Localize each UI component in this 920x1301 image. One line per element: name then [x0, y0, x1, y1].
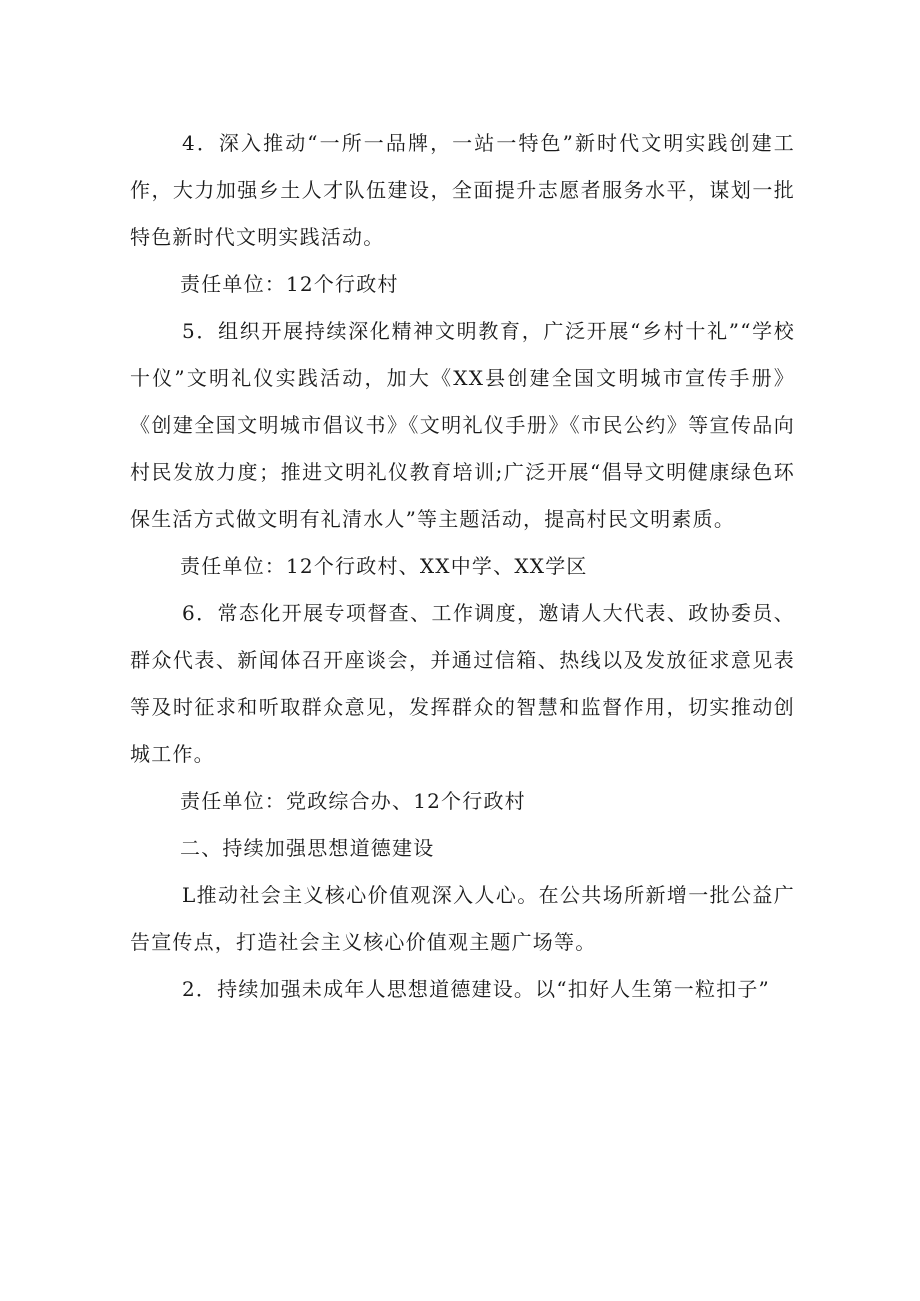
item-5-paragraph: 5．组织开展持续深化精神文明教育，广泛开展“乡村十礼”“学校十仪”文明礼仪实践活动，加大《XX县创建全国文明城市宣传手册》《创建全国文明城市倡议书》《文明礼仪手册》《市民公约》等宣传品向村民发放力度；推进文明礼仪教育培训;广泛开展“倡导文明健康绿色环保生活方式做文明有礼清水人”等主题活动，提高村民文明素质。 — [130, 319, 795, 531]
document-body — [130, 120, 795, 1013]
item-4-paragraph: 4．深入推动“一所一品牌，一站一特色”新时代文明实践创建工作，大力加强乡土人才队伍建设，全面提升志愿者服务水平，谋划一批特色新时代文明实践活动。 — [130, 131, 795, 249]
section-2-item-1-paragraph: L推动社会主义核心价值观深入人心。在公共场所新增一批公益广告宣传点，打造社会主义核心价值观主题广场等。 — [130, 883, 795, 954]
item-4-responsible-unit: 责任单位：12个行政村 — [180, 272, 399, 296]
section-heading-2: 二、持续加强思想道德建设 — [180, 836, 435, 860]
section-2-item-2-paragraph: 2．持续加强未成年人思想道德建设。以“扣好人生第一粒扣子” — [182, 977, 770, 1001]
item-5-responsible-unit: 责任单位：12个行政村、XX中学、XX学区 — [180, 554, 588, 578]
item-6-paragraph: 6．常态化开展专项督查、工作调度，邀请人大代表、政协委员、群众代表、新闻体召开座谈会，并通过信箱、热线以及发放征求意见表等及时征求和听取群众意见，发挥群众的智慧和监督作用，切实推动创城工作。 — [130, 601, 795, 766]
item-6-responsible-unit: 责任单位：党政综合办、12个行政村 — [180, 789, 526, 813]
